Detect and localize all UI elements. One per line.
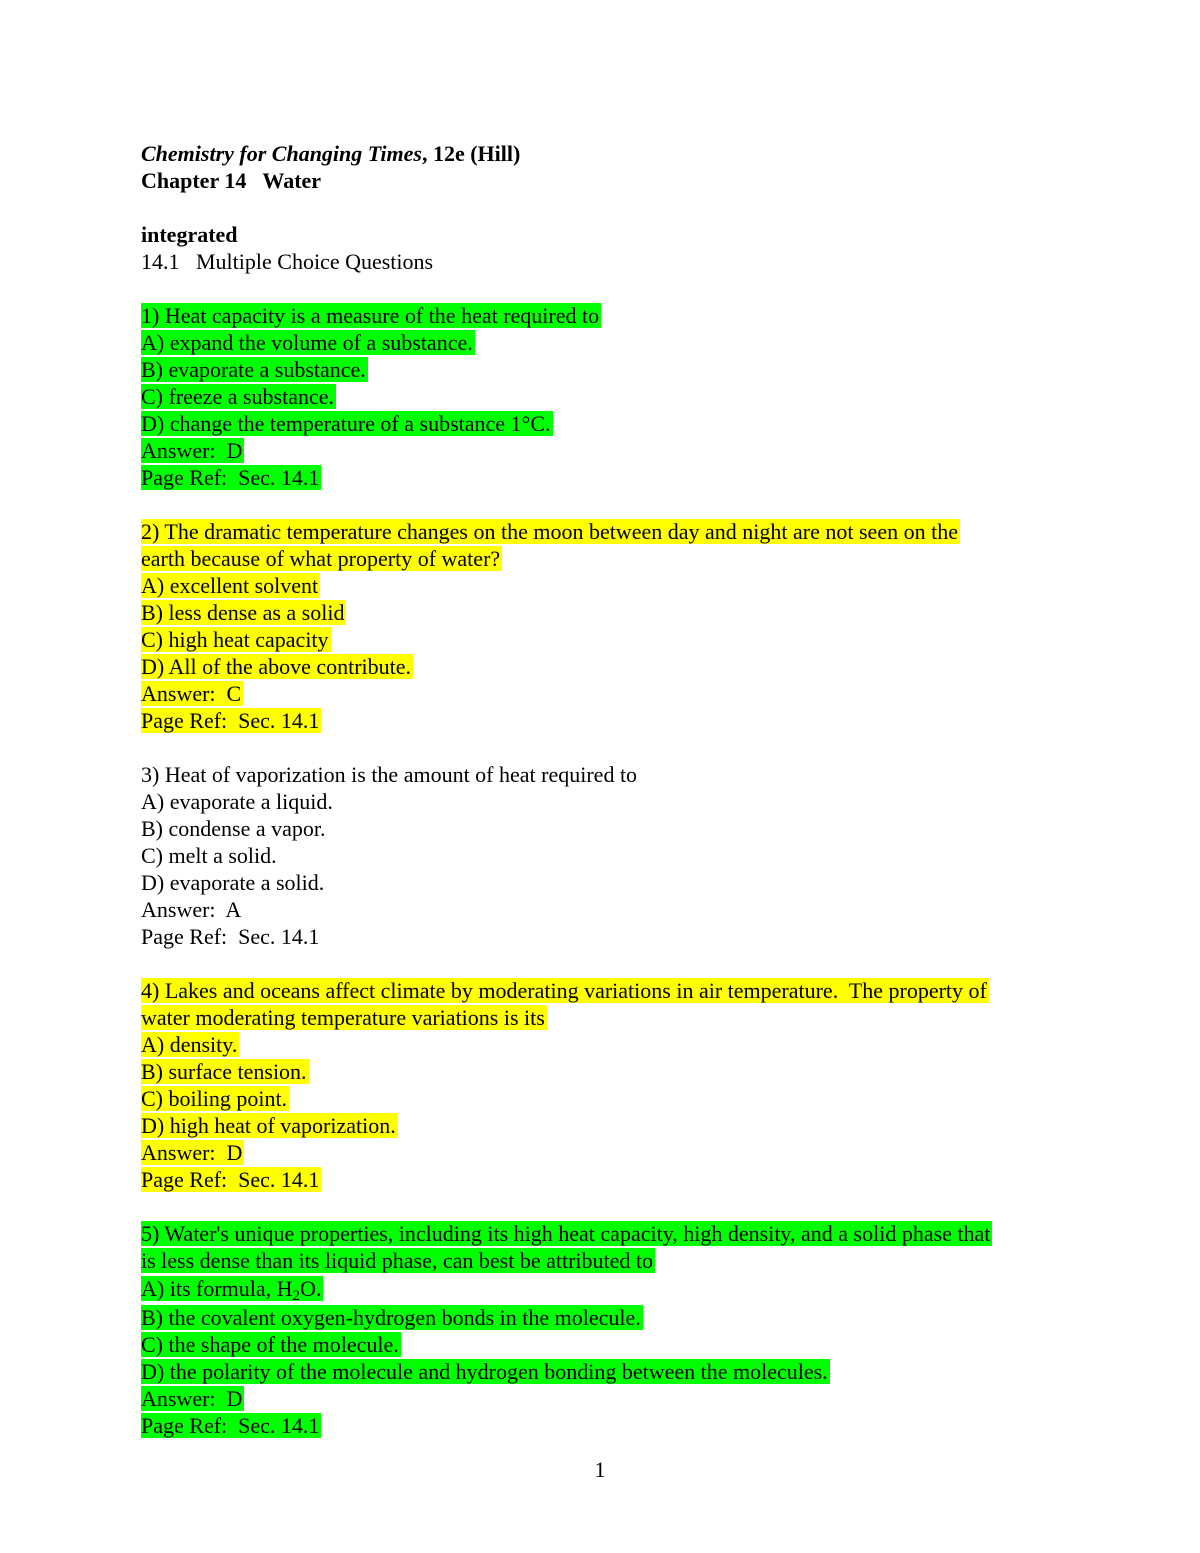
option-b: B) condense a vapor.: [141, 816, 326, 841]
book-edition: , 12e (Hill): [421, 141, 521, 166]
option-d: D) change the temperature of a substance 1°C.: [141, 411, 551, 436]
answer: Answer: A: [141, 897, 242, 922]
question-stem: 3) Heat of vaporization is the amount of heat required to: [141, 762, 638, 787]
option-c: C) boiling point.: [141, 1086, 288, 1111]
section-label: integrated: [141, 222, 238, 247]
question-stem: 1) Heat capacity is a measure of the heat required to: [141, 303, 600, 328]
option-a: A) evaporate a liquid.: [141, 789, 333, 814]
page-ref: Page Ref: Sec. 14.1: [141, 708, 320, 733]
option-a: A) density.: [141, 1032, 238, 1057]
page-ref: Page Ref: Sec. 14.1: [141, 924, 320, 949]
option-b: B) the covalent oxygen-hydrogen bonds in the molecule.: [141, 1305, 641, 1330]
answer: Answer: D: [141, 1140, 243, 1165]
page-ref: Page Ref: Sec. 14.1: [141, 1167, 320, 1192]
option-a-prefix: A) its formula, H: [141, 1276, 293, 1301]
chapter-title: Chapter 14 Water: [141, 168, 322, 193]
answer: Answer: D: [141, 1386, 243, 1411]
question-1: [141, 302, 1071, 491]
option-a: A) expand the volume of a substance.: [141, 330, 473, 355]
question-3: [141, 761, 1071, 950]
option-c: C) the shape of the molecule.: [141, 1332, 399, 1357]
option-c: C) freeze a substance.: [141, 384, 335, 409]
option-d: D) high heat of vaporization.: [141, 1113, 396, 1138]
option-d: D) evaporate a solid.: [141, 870, 325, 895]
option-a-suffix: O.: [300, 1276, 322, 1301]
option-b: B) evaporate a substance.: [141, 357, 366, 382]
page-ref: Page Ref: Sec. 14.1: [141, 1413, 320, 1438]
option-d: D) All of the above contribute.: [141, 654, 412, 679]
option-a-subscript: 2: [292, 1288, 301, 1304]
question-stem-continued: water moderating temperature variations is its: [141, 1005, 545, 1030]
option-c: C) high heat capacity: [141, 627, 329, 652]
question-5: [141, 1220, 1071, 1439]
answer: Answer: C: [141, 681, 242, 706]
option-b: B) less dense as a solid: [141, 600, 345, 625]
option-d: D) the polarity of the molecule and hydrogen bonding between the molecules.: [141, 1359, 828, 1384]
option-a: [141, 1276, 323, 1304]
book-title-line: [141, 140, 1071, 167]
option-a: A) excellent solvent: [141, 573, 319, 598]
section-title: 14.1 Multiple Choice Questions: [141, 249, 434, 274]
option-c: C) melt a solid.: [141, 843, 277, 868]
question-stem: 5) Water's unique properties, including its high heat capacity, high density, and a solid phase that: [141, 1221, 991, 1246]
question-4: [141, 977, 1071, 1193]
option-b: B) surface tension.: [141, 1059, 307, 1084]
question-stem-continued: is less dense than its liquid phase, can best be attributed to: [141, 1248, 654, 1273]
page-ref: Page Ref: Sec. 14.1: [141, 465, 320, 490]
answer: Answer: D: [141, 438, 243, 463]
question-stem: 4) Lakes and oceans affect climate by moderating variations in air temperature. The property of: [141, 978, 987, 1003]
document-page: [141, 140, 1071, 1466]
question-stem: 2) The dramatic temperature changes on the moon between day and night are not seen on the: [141, 519, 958, 544]
question-stem-continued: earth because of what property of water?: [141, 546, 501, 571]
book-title: Chemistry for Changing Times: [141, 141, 422, 166]
question-2: [141, 518, 1071, 734]
page-number: 1: [594, 1457, 606, 1482]
